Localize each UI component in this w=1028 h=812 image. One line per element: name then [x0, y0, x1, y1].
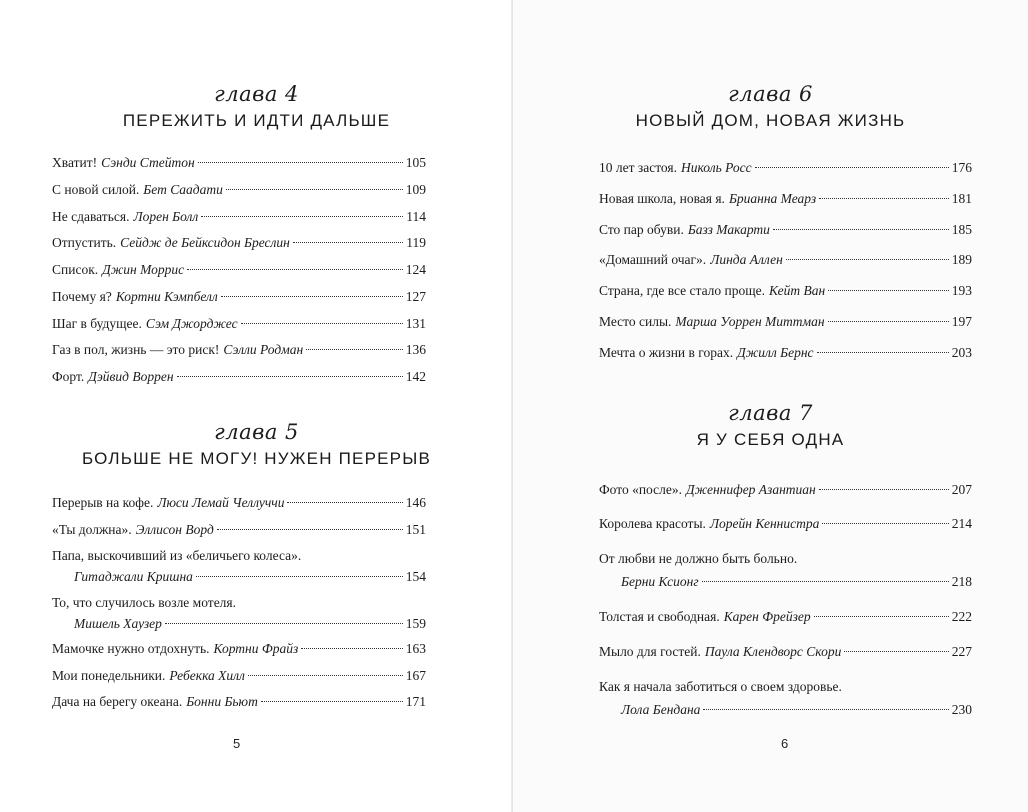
entry-title: Дача на берегу океана. — [52, 694, 183, 709]
chapter-6-heading — [513, 83, 1028, 131]
chapter-label: глава 7 — [728, 401, 813, 425]
toc-entry — [52, 155, 426, 171]
entry-title: Отпустить. — [52, 235, 117, 250]
entry-title: Почему я? — [52, 289, 112, 304]
entry-author: Сейдж де Бейксидон Бреслин — [120, 235, 290, 250]
leader-dots — [198, 161, 403, 163]
entry-page: 142 — [405, 369, 426, 384]
entry-title: Страна, где все стало проще. — [599, 283, 766, 298]
entry-author: Паула Клендворс Скори — [704, 644, 842, 659]
entry-title: Толстая и свободная. — [599, 609, 720, 624]
entry-title: 10 лет застоя. — [599, 160, 677, 175]
toc-entry — [599, 222, 972, 238]
entry-author: Линда Аллен — [710, 252, 783, 267]
toc-entry — [52, 209, 426, 225]
leader-dots — [287, 501, 402, 503]
entry-page: 131 — [405, 316, 426, 331]
entry-page: 124 — [405, 262, 426, 277]
leader-dots — [196, 575, 403, 577]
chapter-label: глава 5 — [214, 420, 299, 444]
entry-author: Джин Моррис — [102, 262, 185, 277]
toc-entry — [52, 668, 426, 684]
toc-entry — [52, 595, 426, 632]
entry-author: Сэм Джорджес — [145, 316, 238, 331]
toc-entry — [52, 495, 426, 511]
leader-dots — [248, 674, 403, 676]
entry-author: Базз Макарти — [687, 222, 770, 237]
entry-author: Джилл Бернс — [737, 345, 814, 360]
entry-author: Сэлли Родман — [223, 342, 304, 357]
entry-page: 222 — [951, 609, 972, 624]
entry-author: Кортни Кэмпбелл — [115, 289, 218, 304]
entry-title: Папа, выскочивший из «беличьего колеса». — [52, 548, 302, 563]
toc-entry — [599, 609, 972, 625]
entry-page: 136 — [405, 342, 426, 357]
entry-page: 203 — [951, 345, 972, 360]
page-number: 5 — [233, 736, 241, 751]
toc-entry — [52, 289, 426, 305]
entry-title: То, что случилось возле мотеля. — [52, 595, 237, 610]
entry-page: 163 — [405, 641, 426, 656]
page-number: 6 — [781, 736, 789, 751]
leader-dots — [844, 650, 948, 652]
entry-title: Хватит! — [52, 155, 98, 170]
leader-dots — [819, 488, 949, 490]
toc-entry — [52, 369, 426, 385]
entry-title: Новая школа, новая я. — [599, 191, 725, 206]
right-page — [513, 0, 1028, 812]
entry-author: Брианна Меарз — [728, 191, 817, 206]
leader-dots — [293, 241, 403, 243]
leader-dots — [828, 320, 949, 322]
leader-dots — [301, 647, 403, 649]
leader-dots — [786, 258, 949, 260]
entry-author: Марша Уоррен Миттман — [675, 314, 825, 329]
leader-dots — [261, 700, 403, 702]
leader-dots — [187, 268, 403, 270]
chapter-label: глава 4 — [214, 82, 299, 106]
entry-page: 154 — [405, 569, 426, 584]
toc-entry — [52, 262, 426, 278]
entry-title: Фото «после». — [599, 482, 682, 497]
toc-entry — [599, 283, 972, 299]
entry-page: 230 — [951, 702, 972, 717]
chapter-7-heading — [513, 402, 1028, 450]
toc-entry — [52, 182, 426, 198]
leader-dots — [165, 622, 403, 624]
entry-page: 109 — [405, 182, 426, 197]
entry-page: 119 — [406, 235, 426, 250]
entry-title: Не сдаваться. — [52, 209, 130, 224]
toc-entry — [52, 548, 426, 585]
leader-dots — [814, 615, 949, 617]
entry-title: Форт. — [52, 369, 85, 384]
entry-author: Кортни Фрайз — [213, 641, 299, 656]
entry-title: Мыло для гостей. — [599, 644, 701, 659]
toc-entry — [52, 316, 426, 332]
entry-title: Шаг в будущее. — [52, 316, 142, 331]
entry-author: Карен Фрейзер — [723, 609, 811, 624]
entry-title: «Ты должна». — [52, 522, 132, 537]
entry-title: Королева красоты. — [599, 516, 706, 531]
entry-author: Лорен Болл — [133, 209, 199, 224]
leader-dots — [755, 166, 949, 168]
entry-page: 151 — [405, 522, 426, 537]
entry-title: Список. — [52, 262, 99, 277]
entry-title: Газ в пол, жизнь — это риск! — [52, 342, 220, 357]
leader-dots — [241, 322, 403, 324]
entry-author: Кейт Ван — [769, 283, 826, 298]
entry-page: 114 — [406, 209, 426, 224]
entry-page: 146 — [405, 495, 426, 510]
toc-entry — [52, 235, 426, 251]
entry-title: Мамочке нужно отдохнуть. — [52, 641, 210, 656]
entry-page: 189 — [951, 252, 972, 267]
entry-page: 181 — [951, 191, 972, 206]
toc-entry — [599, 252, 972, 268]
entry-title: От любви не должно быть больно. — [599, 551, 798, 566]
toc-entry — [599, 551, 972, 590]
entry-author: Бет Саадати — [143, 182, 223, 197]
entry-page: 105 — [405, 155, 426, 170]
leader-dots — [703, 708, 948, 710]
leader-dots — [819, 197, 949, 199]
entry-page: 197 — [951, 314, 972, 329]
leader-dots — [822, 522, 948, 524]
entry-author: Николь Росс — [681, 160, 752, 175]
leader-dots — [201, 215, 403, 217]
entry-author: Ребекка Хилл — [169, 668, 245, 683]
leader-dots — [306, 348, 403, 350]
entry-author: Гитаджали Кришна — [74, 569, 193, 584]
entry-page: 218 — [951, 574, 972, 589]
leader-dots — [217, 528, 403, 530]
toc-entry — [599, 482, 972, 498]
toc-entry — [599, 314, 972, 330]
entry-page: 171 — [405, 694, 426, 709]
entry-title: С новой силой. — [52, 182, 140, 197]
toc-entry — [599, 345, 972, 361]
chapter-title: ПЕРЕЖИТЬ И ИДТИ ДАЛЬШЕ — [122, 111, 391, 130]
entry-title: Сто пар обуви. — [599, 222, 684, 237]
chapter-title: Я У СЕБЯ ОДНА — [696, 430, 845, 449]
entry-page: 185 — [951, 222, 972, 237]
chapter-label: глава 6 — [728, 82, 813, 106]
entry-author: Дженнифер Азантиан — [686, 482, 816, 497]
toc-entry — [599, 679, 972, 718]
leader-dots — [702, 580, 949, 582]
entry-page: 214 — [951, 516, 972, 531]
chapter-title: НОВЫЙ ДОМ, НОВАЯ ЖИЗНЬ — [635, 111, 906, 130]
chapter-title: БОЛЬШЕ НЕ МОГУ! НУЖЕН ПЕРЕРЫВ — [81, 449, 431, 468]
toc-entry — [52, 342, 426, 358]
leader-dots — [177, 375, 403, 377]
entry-author: Лола Бендана — [621, 702, 701, 717]
entry-title: Мечта о жизни в горах. — [599, 345, 734, 360]
toc-entry — [52, 641, 426, 657]
leader-dots — [828, 289, 949, 291]
leader-dots — [221, 295, 403, 297]
toc-entry — [52, 694, 426, 710]
leader-dots — [773, 228, 949, 230]
entry-author: Лорейн Кеннистра — [709, 516, 820, 531]
chapter-5-heading — [0, 421, 513, 469]
entry-title: Как я начала заботиться о своем здоровье. — [599, 679, 842, 694]
toc-entry — [599, 516, 972, 532]
leader-dots — [817, 351, 949, 353]
toc-entry — [599, 644, 972, 660]
entry-author: Эллисон Ворд — [135, 522, 214, 537]
toc-entry — [599, 160, 972, 176]
entry-title: «Домашний очаг». — [599, 252, 707, 267]
toc-entry — [599, 191, 972, 207]
toc-entry — [52, 522, 426, 538]
entry-author: Берни Ксионг — [621, 574, 699, 589]
entry-page: 127 — [405, 289, 426, 304]
entry-author: Сэнди Стейтон — [101, 155, 195, 170]
entry-page: 207 — [951, 482, 972, 497]
chapter-4-heading — [0, 83, 513, 131]
leader-dots — [226, 188, 403, 190]
entry-title: Мои понедельники. — [52, 668, 166, 683]
entry-page: 227 — [951, 644, 972, 659]
entry-page: 176 — [951, 160, 972, 175]
entry-author: Мишель Хаузер — [74, 616, 162, 631]
entry-author: Дэйвид Воррен — [88, 369, 174, 384]
entry-title: Перерыв на кофе. — [52, 495, 154, 510]
left-page — [0, 0, 513, 812]
entry-title: Место силы. — [599, 314, 672, 329]
entry-page: 159 — [405, 616, 426, 631]
entry-page: 193 — [951, 283, 972, 298]
entry-page: 167 — [405, 668, 426, 683]
entry-author: Бонни Бьют — [186, 694, 258, 709]
entry-author: Люси Лемай Челлуччи — [157, 495, 285, 510]
